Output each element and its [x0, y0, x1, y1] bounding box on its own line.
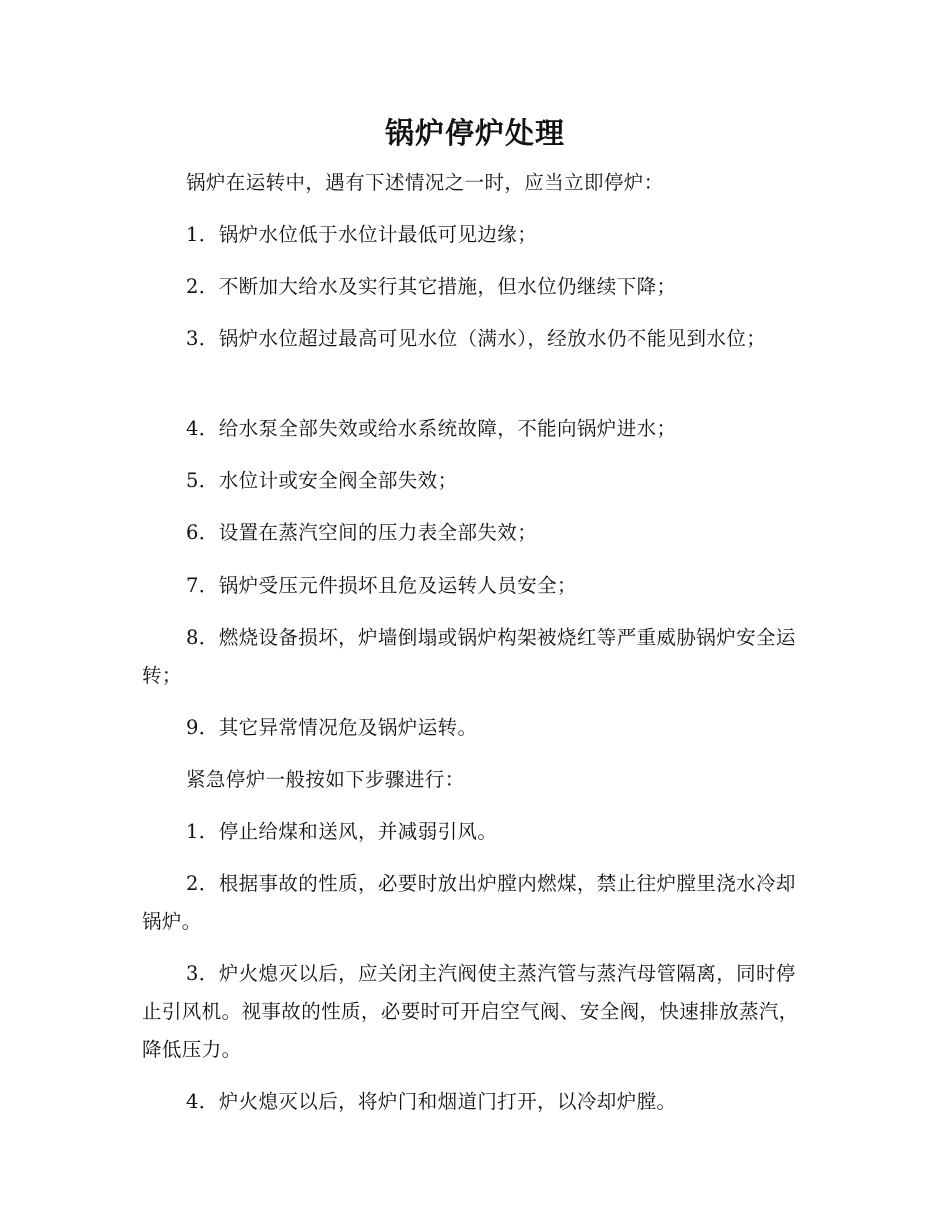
paragraph-item-2: 2．不断加大给水及实行其它措施，但水位仍继续下降；: [186, 275, 677, 298]
paragraph-item-6: 6．设置在蒸汽空间的压力表全部失效；: [186, 521, 538, 544]
document-title: 锅炉停炉处理: [384, 116, 565, 150]
paragraph-step-1: 1．停止给煤和送风，并减弱引风。: [186, 820, 498, 843]
paragraph-item-4: 4．给水泵全部失效或给水系统故障，不能向锅炉进水；: [186, 417, 677, 440]
paragraph-item-5: 5．水位计或安全阀全部失效；: [186, 469, 458, 492]
paragraph-step-4: 4．炉火熄灭以后，将炉门和烟道门打开，以冷却炉膛。: [186, 1090, 677, 1113]
paragraph-item-1: 1．锅炉水位低于水位计最低可见边缘；: [186, 223, 538, 246]
paragraph-item-8: 8．燃烧设备损坏，炉墙倒塌或锅炉构架被烧红等严重威胁锅炉安全运转；: [142, 626, 796, 687]
paragraph-item-3: 3．锅炉水位超过最高可见水位（满水），经放水仍不能见到水位；: [186, 327, 767, 350]
paragraph-steps-intro: 紧急停炉一般按如下步骤进行：: [186, 768, 465, 791]
paragraph-step-3: 3．炉火熄灭以后，应关闭主汽阀使主蒸汽管与蒸汽母管隔离，同时停止引风机。视事故的性质，必要时可开启空气阀、安全阀，快速排放蒸汽，降低压力。: [142, 962, 799, 1061]
paragraph-intro: 锅炉在运转中，遇有下述情况之一时，应当立即停炉：: [186, 171, 664, 194]
paragraph-step-2: 2．根据事故的性质，必要时放出炉膛内燃煤，禁止往炉膛里浇水冷却锅炉。: [142, 872, 796, 933]
paragraph-item-9: 9．其它异常情况危及锅炉运转。: [186, 716, 478, 739]
paragraph-item-7: 7．锅炉受压元件损坏且危及运转人员安全；: [186, 574, 577, 597]
